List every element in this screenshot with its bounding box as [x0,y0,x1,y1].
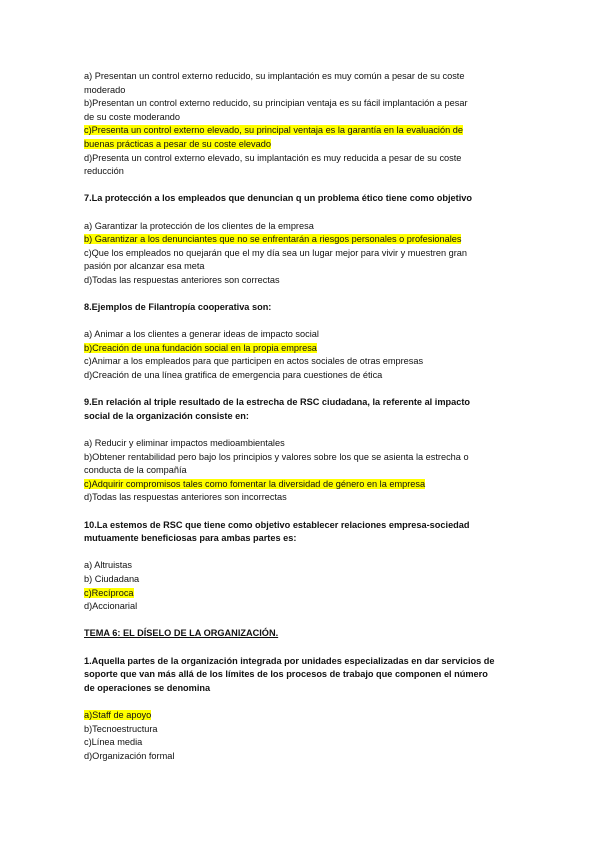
option-d: d)Todas las respuestas anteriores son incorrectas [84,492,287,503]
question-text: social de la organización consiste en: [84,410,249,421]
option-b: b) Ciudadana [84,573,140,584]
option-a: a) Reducir y eliminar impactos medioambientales [84,438,285,449]
highlighted-answer: c)Presenta un control externo elevado, su principal ventaja es la garantía en la evaluación de [84,125,463,136]
highlighted-answer: buenas prácticas a pesar de su coste elevado [84,138,271,149]
question-9 [84,396,520,505]
question-text: 8.Ejemplos de Filantropía cooperativa son: [84,302,272,313]
document-page [84,70,520,763]
option-line: moderado [84,84,126,95]
question-t6-1 [84,655,520,764]
section-heading: TEMA 6: EL DÍSELO DE LA ORGANIZACIÓN. [84,628,279,639]
question-text: 10.La estemos de RSC que tiene como objetivo establecer relaciones empresa-sociedad [84,519,470,530]
option-a: a) Altruistas [84,560,132,571]
option-line: b)Presentan un control externo reducido, su principian ventaja es su fácil implantación a pesar [84,98,468,109]
option-d: d)Creación de una línea gratifica de emergencia para cuestiones de ética [84,370,383,381]
option-d: d)Todas las respuestas anteriores son correctas [84,274,280,285]
question-text: soporte que van más allá de los límites de los procesos de trabajo que componen el número [84,669,488,680]
question-text: 7.La protección a los empleados que denuncian q un problema ético tiene como objetivo [84,193,472,204]
option-line: d)Presenta un control externo elevado, su implantación es muy reducida a pesar de su coste [84,152,462,163]
question-text: 1.Aquella partes de la organización integrada por unidades especializadas en dar servicios de [84,655,495,666]
option-c-correct [84,124,520,151]
option-c: pasión por alcanzar esa meta [84,261,205,272]
option-a: a) Animar a los clientes a generar ideas de impacto social [84,329,319,340]
option-b: b)Obtener rentabilidad pero bajo los principios y valores sobre los que se asienta la estrecha o [84,451,469,462]
option-d [84,152,520,179]
option-c: c)Que los empleados no quejarán que el my día sea un lugar mejor para vivir y muestren gran [84,247,468,258]
highlighted-answer: b) Garantizar a los denunciantes que no se enfrentarán a riesgos personales o profesionales [84,234,462,245]
option-c: c)Animar a los empleados para que participen en actos sociales de otras empresas [84,356,424,367]
answer-options [84,70,520,179]
option-a [84,70,520,97]
highlighted-answer: b)Creación de una fundación social en la propia empresa [84,342,317,353]
question-7 [84,192,520,287]
option-line: reducción [84,166,124,177]
option-d: d)Organización formal [84,750,175,761]
question-text: de operaciones se denomina [84,682,211,693]
highlighted-answer: c)Adquirir compromisos tales como fomentar la diversidad de género en la empresa [84,478,426,489]
option-b: b)Tecnoestructura [84,723,158,734]
option-d: d)Accionarial [84,601,138,612]
question-text: 9.En relación al triple resultado de la estrecha de RSC ciudadana, la referente al impacto [84,397,471,408]
option-b: conducta de la compañía [84,465,187,476]
option-line: de su coste moderando [84,111,181,122]
option-c: c)Línea media [84,737,143,748]
question-8 [84,301,520,383]
highlighted-answer: c)Recíproca [84,587,134,598]
option-line: a) Presentan un control externo reducido, su implantación es muy común a pesar de su coste [84,71,465,81]
option-b [84,97,520,124]
question-10 [84,519,520,614]
question-text: mutuamente beneficiosas para ambas partes es: [84,533,297,544]
option-a: a) Garantizar la protección de los clientes de la empresa [84,220,314,231]
highlighted-answer: a)Staff de apoyo [84,709,152,720]
